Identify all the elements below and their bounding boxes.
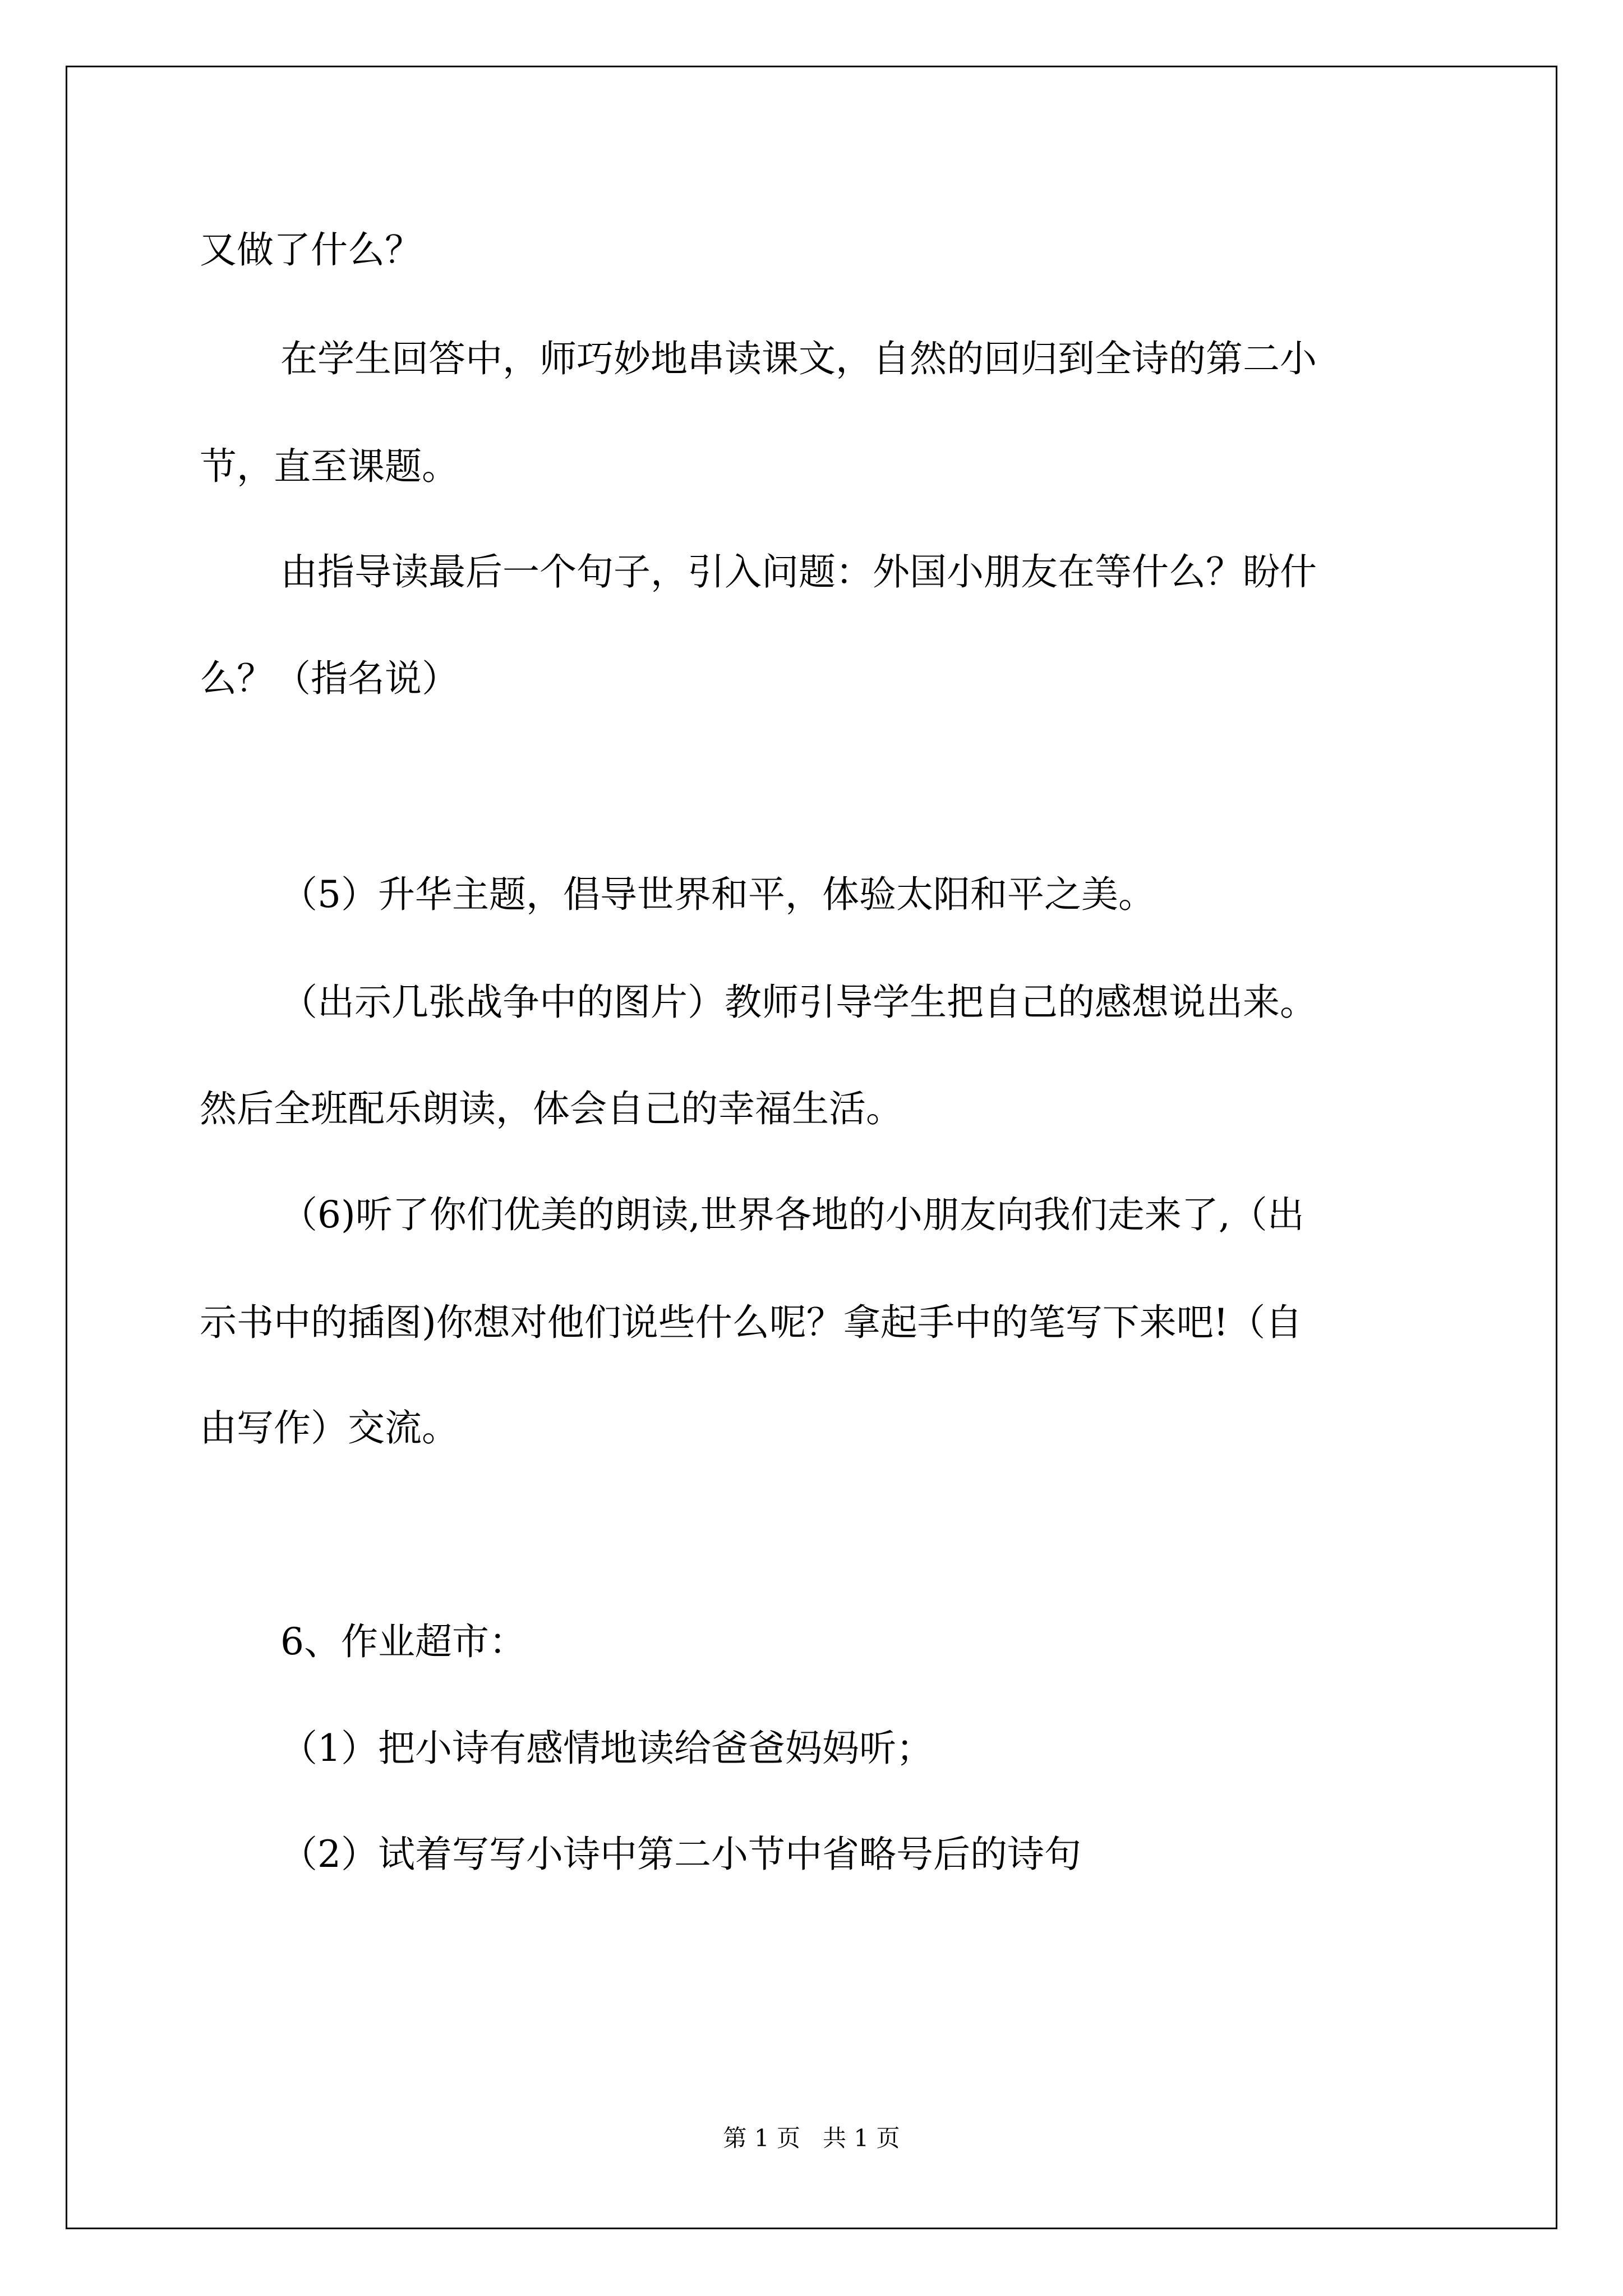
text-line: （5）升华主题，倡导世界和平，体验太阳和平之美。 <box>280 873 1155 916</box>
text-line: 6、作业超市： <box>280 1620 526 1663</box>
text-line: 由指导读最后一个句子，引入问题：外国小朋友在等什么？盼什 <box>280 550 1317 593</box>
text-line: （出示几张战争中的图片）教师引导学生把自己的感想说出来。 <box>280 981 1317 1024</box>
page-border <box>66 66 1557 2229</box>
text-line: 又做了什么？ <box>200 228 422 272</box>
text-line: 在学生回答中，师巧妙地串读课文，自然的回归到全诗的第二小 <box>280 337 1317 380</box>
text-line: 然后全班配乐朗读，体会自己的幸福生活。 <box>200 1087 903 1130</box>
page-number: 第 1 页 共 1 页 <box>723 2124 900 2152</box>
text-line: 节，直至课题。 <box>200 445 459 488</box>
text-line: （1）把小诗有感情地读给爸爸妈妈听； <box>280 1727 933 1770</box>
text-line: 么？（指名说） <box>200 657 459 700</box>
text-line: （6)听了你们优美的朗读,世界各地的小朋友向我们走来了,（出 <box>280 1193 1304 1236</box>
text-line: （2）试着写写小诗中第二小节中省略号后的诗句 <box>280 1833 1081 1876</box>
text-line: 由写作）交流。 <box>200 1406 459 1450</box>
text-line: 示书中的插图)你想对他们说些什么呢？拿起手中的笔写下来吧!（自 <box>200 1301 1303 1344</box>
